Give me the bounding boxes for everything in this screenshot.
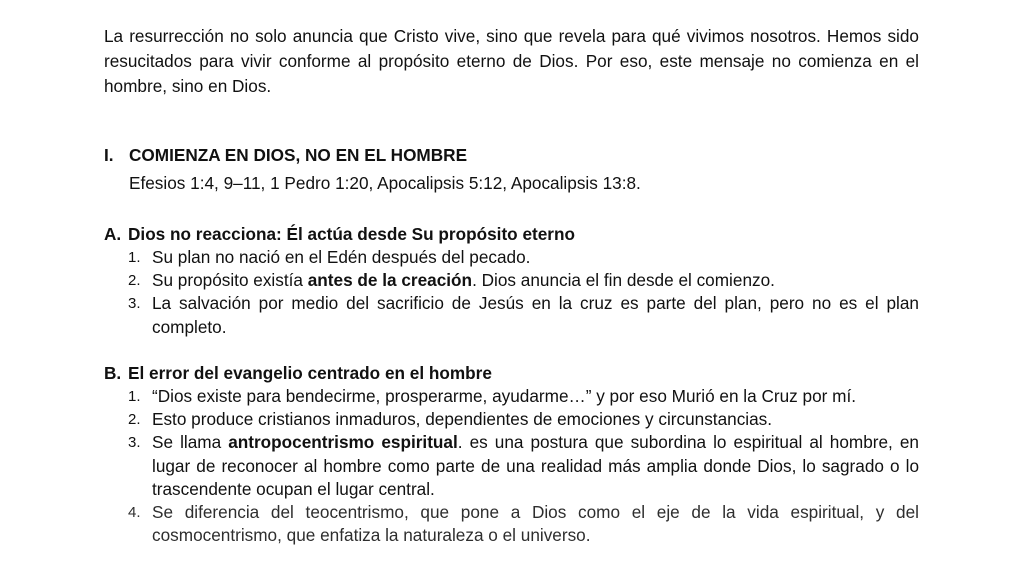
subsection-title: Dios no reacciona: Él actúa desde Su propósito eterno <box>128 224 575 244</box>
item-text: Su plan no nació en el Edén después del pecado. <box>152 247 531 267</box>
subsection-a-list <box>104 246 919 339</box>
item-text: Esto produce cristianos inmaduros, dependientes de emociones y circunstancias. <box>152 409 773 430</box>
subsection-title: El error del evangelio centrado en el hombre <box>128 363 492 383</box>
list-item <box>104 292 919 338</box>
subsection-a-heading <box>104 222 919 247</box>
list-item <box>104 408 919 431</box>
list-item <box>104 501 919 547</box>
intro-paragraph: La resurrección no solo anuncia que Cristo vive, sino que revela para qué vivimos nosotros. Hemos sido resucitados para vivir conforme al propósito eterno de Dios. Por eso, este mensaje no comienza en el hombre, sino en Dios. <box>104 26 919 97</box>
item-number: 1. <box>128 388 141 405</box>
item-text: La salvación por medio del sacrificio de Jesús en la cruz es parte del plan, pero no es el plan completo. <box>152 293 919 337</box>
item-number: 4. <box>128 504 141 522</box>
list-item <box>104 269 919 292</box>
subsection-b-list <box>104 385 919 547</box>
subsection-letter: B. <box>104 363 122 383</box>
section-number: I. <box>104 145 114 165</box>
item-number: 1. <box>128 249 141 266</box>
item-text-after: . Dios anuncia el fin desde el comienzo. <box>472 270 775 291</box>
list-item <box>104 385 919 408</box>
item-number: 3. <box>128 295 141 313</box>
list-item <box>104 246 919 269</box>
section-references: Efesios 1:4, 9–11, 1 Pedro 1:20, Apocalipsis 5:12, Apocalipsis 13:8. <box>129 173 641 193</box>
item-text: “Dios existe para bendecirme, prosperarme, ayudarme…” y por eso Murió en la Cruz por mí. <box>152 386 857 406</box>
section-title: COMIENZA EN DIOS, NO EN EL HOMBRE <box>129 145 468 165</box>
item-text-after: . es una postura que subordina lo espiritual al hombre, en lugar de reconocer al hombre como parte de una realidad más amplia donde Dios, lo sagrado o lo trascendente ocupan el lugar central. <box>152 432 919 499</box>
list-item <box>104 431 919 501</box>
item-bold-text: antropocentrismo espiritual <box>228 432 458 453</box>
item-text: Se llama <box>152 432 229 453</box>
subsection-b-heading <box>104 361 919 386</box>
section-heading <box>104 143 919 168</box>
item-bold-text: antes de la creación <box>307 270 473 291</box>
item-number: 2. <box>128 411 141 429</box>
item-number: 3. <box>128 434 141 452</box>
item-text: Su propósito existía <box>152 270 308 291</box>
item-text: Se diferencia del teocentrismo, que pone a Dios como el eje de la vida espiritual, y del cosmocentrismo, que enfatiza la naturaleza o el universo. <box>152 502 919 546</box>
item-number: 2. <box>128 272 141 290</box>
subsection-letter: A. <box>104 224 122 244</box>
